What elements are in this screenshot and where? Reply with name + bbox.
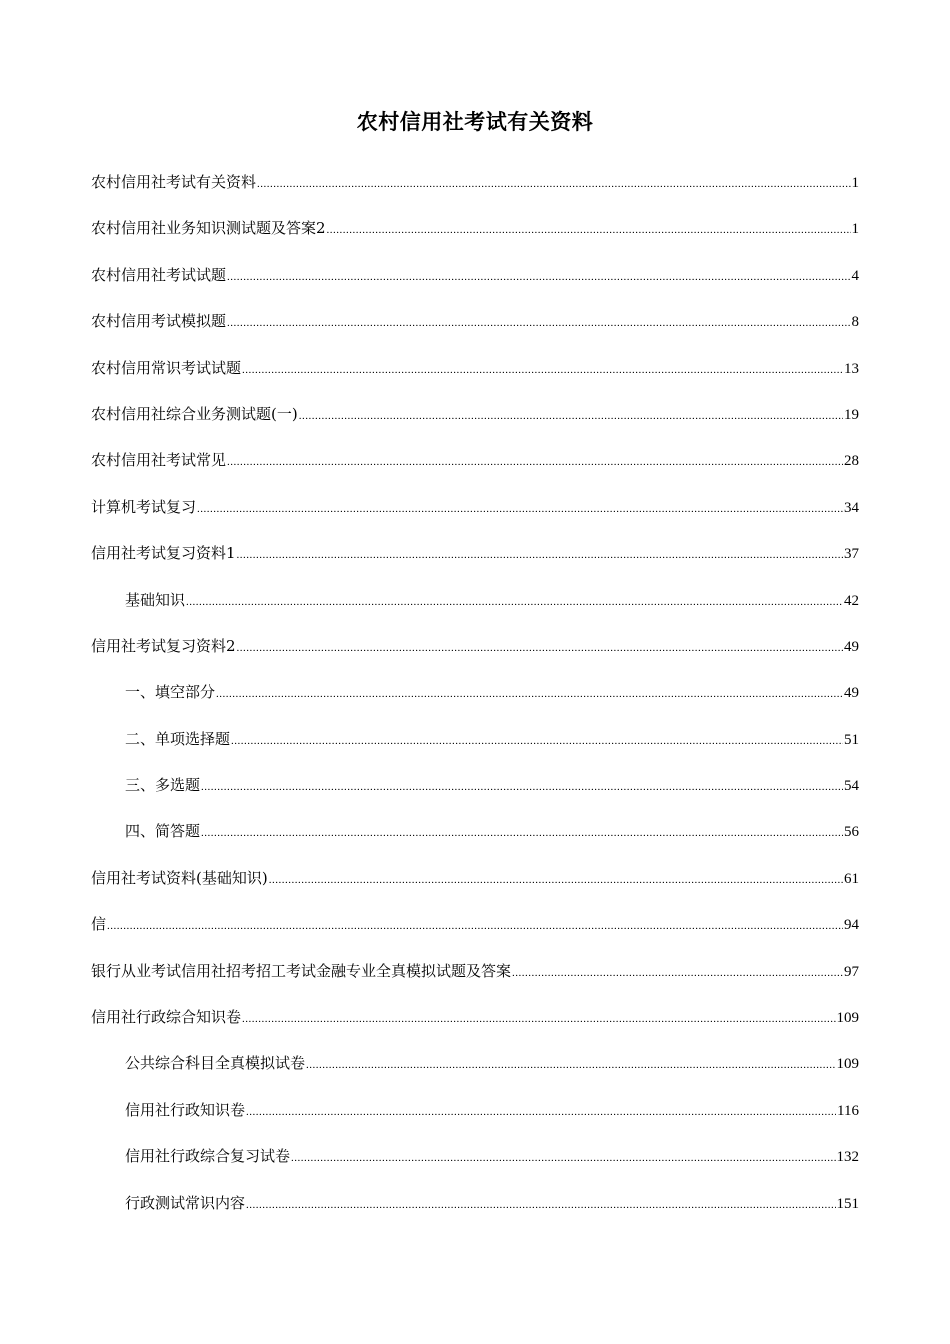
toc-page-number: 132 (836, 1149, 859, 1166)
toc-entry-label: 公共综合科目全真模拟试卷 (125, 1054, 306, 1073)
toc-dot-leader (306, 1051, 835, 1079)
toc-entry-label: 信用社行政知识卷 (125, 1100, 246, 1119)
toc-entry-label: 银行从业考试信用社招考招工考试金融专业全真模拟试题及答案 (91, 961, 512, 980)
toc-dot-leader (291, 1144, 835, 1172)
toc-page-number: 109 (836, 1056, 859, 1073)
toc-dot-leader (242, 356, 843, 384)
toc-entry[interactable] (91, 168, 859, 214)
toc-dot-leader (201, 819, 843, 847)
toc-page-number: 116 (837, 1102, 859, 1119)
toc-entry[interactable] (91, 1189, 859, 1235)
toc-dot-leader (107, 912, 843, 940)
toc-entry-label: 农村信用考试模拟题 (91, 312, 227, 331)
toc-entry-label: 信用社考试资料(基础知识) (91, 868, 268, 887)
toc-entry[interactable] (91, 910, 859, 956)
toc-entry[interactable] (91, 1049, 859, 1095)
toc-dot-leader (327, 216, 851, 244)
toc-dot-leader (201, 773, 843, 801)
toc-entry[interactable] (91, 539, 859, 585)
toc-entry[interactable] (91, 1096, 859, 1142)
toc-page-number: 34 (844, 499, 859, 516)
toc-entry[interactable] (91, 586, 859, 632)
toc-dot-leader (227, 309, 850, 337)
toc-page-number: 1 (851, 175, 859, 191)
toc-page-number: 61 (844, 870, 859, 887)
toc-page-number: 109 (836, 1010, 859, 1027)
toc-dot-leader (237, 541, 843, 569)
toc-entry-label: 农村信用社业务知识测试题及答案2 (91, 219, 326, 238)
toc-dot-leader (216, 680, 843, 708)
toc-dot-leader (299, 402, 843, 430)
toc-entry[interactable] (91, 1142, 859, 1188)
toc-page-number: 42 (844, 592, 859, 609)
document-title: 农村信用社考试有关资料 (356, 109, 594, 134)
table-of-contents (91, 168, 859, 1235)
toc-entry[interactable] (91, 771, 859, 817)
toc-entry-label: 计算机考试复习 (91, 497, 197, 516)
toc-dot-leader (197, 495, 843, 523)
toc-entry[interactable] (91, 725, 859, 771)
toc-page-number: 56 (844, 824, 859, 841)
toc-page-number: 13 (844, 360, 859, 377)
toc-dot-leader (231, 727, 843, 755)
toc-entry[interactable] (91, 493, 859, 539)
toc-entry-label: 基础知识 (125, 590, 186, 609)
toc-entry-label: 农村信用社考试有关资料 (91, 173, 257, 191)
toc-entry-label: 三、多选题 (125, 776, 201, 795)
toc-dot-leader (242, 1005, 835, 1033)
toc-entry-label: 信 (91, 915, 107, 934)
toc-entry-label: 农村信用社考试试题 (91, 265, 227, 284)
toc-page-number: 49 (844, 685, 859, 702)
toc-dot-leader (227, 263, 850, 291)
toc-dot-leader (257, 170, 850, 198)
toc-entry[interactable] (91, 214, 859, 260)
toc-dot-leader (237, 634, 843, 662)
toc-page-number: 151 (836, 1195, 859, 1212)
toc-entry[interactable] (91, 307, 859, 353)
toc-entry[interactable] (91, 1003, 859, 1049)
toc-entry-label: 农村信用社综合业务测试题(一) (91, 404, 298, 423)
toc-entry[interactable] (91, 817, 859, 863)
toc-page-number: 1 (851, 221, 859, 238)
toc-page-number: 97 (844, 963, 859, 980)
toc-page-number: 8 (851, 314, 859, 331)
toc-entry-label: 农村信用常识考试试题 (91, 358, 242, 377)
toc-dot-leader (512, 959, 843, 987)
toc-entry-label: 四、简答题 (125, 822, 201, 841)
toc-page-number: 19 (844, 406, 859, 423)
toc-entry-label: 一、填空部分 (125, 683, 216, 702)
toc-dot-leader (246, 1098, 836, 1126)
toc-entry-label: 信用社行政综合复习试卷 (125, 1147, 291, 1166)
toc-page-number: 49 (844, 638, 859, 655)
toc-page-number: 37 (844, 546, 859, 563)
toc-entry[interactable] (91, 957, 859, 1003)
toc-dot-leader (227, 448, 843, 476)
toc-entry[interactable] (91, 446, 859, 492)
toc-page-number: 54 (844, 778, 859, 795)
toc-dot-leader (269, 866, 843, 894)
toc-entry-label: 信用社考试复习资料2 (91, 636, 236, 655)
toc-entry[interactable] (91, 678, 859, 724)
toc-page-number: 51 (844, 731, 859, 748)
toc-dot-leader (246, 1191, 835, 1219)
toc-entry-label: 信用社考试复习资料1 (91, 544, 236, 563)
toc-entry[interactable] (91, 400, 859, 446)
toc-entry-label: 农村信用社考试常见 (91, 451, 227, 470)
toc-dot-leader (186, 588, 843, 616)
toc-page-number: 28 (844, 453, 859, 470)
toc-page-number: 94 (844, 917, 859, 934)
toc-entry[interactable] (91, 632, 859, 678)
toc-entry-label: 二、单项选择题 (125, 729, 231, 748)
toc-entry-label: 信用社行政综合知识卷 (91, 1008, 242, 1027)
toc-entry[interactable] (91, 261, 859, 307)
toc-page-number: 4 (851, 267, 859, 284)
toc-entry-label: 行政测试常识内容 (125, 1193, 246, 1212)
toc-entry[interactable] (91, 864, 859, 910)
toc-entry[interactable] (91, 354, 859, 400)
